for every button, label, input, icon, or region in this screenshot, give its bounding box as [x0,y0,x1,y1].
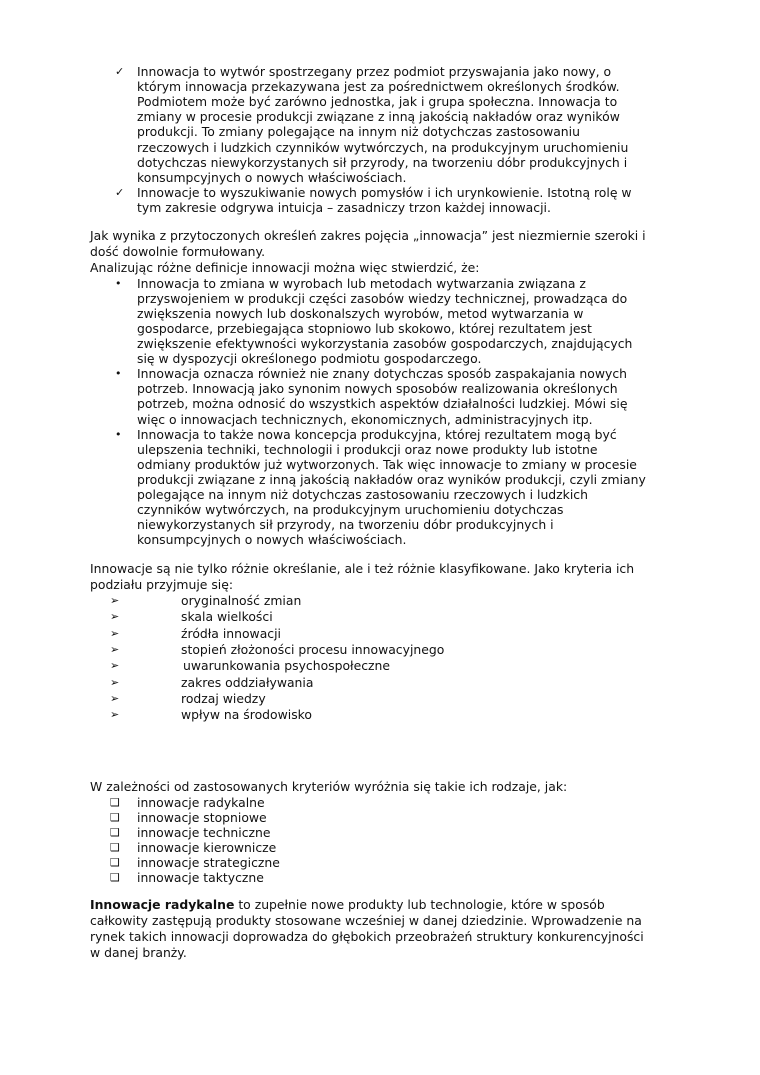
checkmark-icon: ✓ [115,185,125,199]
criteria-item: rodzaj wiedzy [181,690,266,706]
criteria-item: źródła innowacji [181,625,281,641]
paragraph-line: całkowity zastępują produkty stosowane wcześniej w danej dziedzinie. Wprowadzenie na [90,913,642,928]
arrow-bullet-icon: ➢ [110,708,120,722]
term-bold: Innowacje radykalne [90,897,235,912]
list-item-text: gospodarce, przebiegająca stopniowo lub skokowo, której rezultatem jest [137,321,592,337]
checkmark-icon: ✓ [115,65,125,78]
criteria-item: skala wielkości [181,609,273,625]
arrow-bullet-icon: ➢ [110,642,120,656]
list-item-text: potrzeb, można odnosić do wszystkich aspektów działalności ludzkiej. Mówi się [137,396,628,412]
list-item-text: tym zakresie odgrywa intuicja – zasadniczy trzon każdej innowacji. [137,199,551,215]
innovation-type-item: innowacje kierownicze [137,840,277,855]
paragraph-line: dość dowolnie formułowany. [90,244,266,259]
list-item-text: zmiany w procesie produkcji związane z inną jakością nakładów oraz wyników [137,109,620,125]
list-item-text: rzeczowych i ludzkich czynników wytwórczych, na produkcyjnym uruchomieniu [137,139,629,155]
square-bullet-icon: ❑ [110,871,120,884]
criteria-item: zakres oddziaływania [181,674,314,690]
bullet-icon: • [115,367,122,381]
innovation-type-item: innowacje strategiczne [137,855,280,870]
list-item-text: produkcji związane z inną jakością nakładów oraz wyników produkcji, czyli zmiany [137,471,646,487]
criteria-item: uwarunkowania psychospołeczne [183,658,390,674]
square-bullet-icon: ❑ [110,841,120,854]
arrow-bullet-icon: ➢ [110,626,120,640]
paragraph-line: podziału przyjmuje się: [90,577,234,592]
list-item-text: dotychczas niewykorzystanych sił przyrody, na tworzeniu dóbr produkcyjnych i [137,154,628,170]
innovation-type-item: innowacje techniczne [137,825,271,840]
list-item-text: konsumpcyjnych o nowych właściwościach. [137,532,407,548]
list-item-text: się w dyspozycji określonego podmiotu gospodarczego. [137,351,482,367]
list-item-text: odmiany produktów już wytworzonych. Tak więc innowacje to zmiany w procesie [137,456,637,472]
list-item-text: więc o innowacjach technicznych, ekonomicznych, administracyjnych itp. [137,411,593,427]
arrow-bullet-icon: ➢ [110,691,120,705]
list-item-text: przyswojeniem w produkcji części zasobów wiedzy technicznej, prowadząca do [137,291,628,307]
innovation-type-item: innowacje radykalne [137,795,265,810]
criteria-item: oryginalność zmian [181,593,302,608]
square-bullet-icon: ❑ [110,826,120,839]
list-item-text: którym innowacja przekazywana jest za pośrednictwem określonych środków. [137,79,620,95]
list-item-text: czynników wytwórczych, na produkcyjnym uruchomieniu dotychczas [137,501,564,517]
paragraph-line: Jak wynika z przytoczonych określeń zakres pojęcia „innowacja” jest niezmiernie szeroki i [90,228,646,243]
list-item-text: Innowacja to zmiana w wyrobach lub metodach wytwarzania związana z [137,276,586,291]
square-bullet-icon: ❑ [110,811,120,824]
paragraph-line: W zależności od zastosowanych kryteriów wyróżnia się takie ich rodzaje, jak: [90,779,568,794]
paragraph-line: Analizując różne definicje innowacji można więc stwierdzić, że: [90,260,480,275]
innovation-type-item: innowacje stopniowe [137,810,267,825]
bullet-icon: • [115,277,122,290]
arrow-bullet-icon: ➢ [110,675,120,689]
paragraph-line: w danej branży. [90,945,187,960]
arrow-bullet-icon: ➢ [110,610,120,624]
list-item-text: Innowacje to wyszukiwanie nowych pomysłów i ich urynkowienie. Istotną rolę w [137,184,632,200]
paragraph-text: to zupełnie nowe produkty lub technologie, które w sposób [234,897,605,912]
list-item-text: Podmiotem może być zarówno jednostka, jak i grupa społeczna. Innowacja to [137,94,618,110]
list-item-text: polegające na innym niż dotychczas zastosowaniu rzeczowych i ludzkich [137,486,588,502]
list-item-text: niewykorzystanych sił przyrody, na tworzeniu dóbr produkcyjnych i [137,516,554,532]
list-item-text: zwiększenie efektywności wykorzystania zasobów gospodarczych, znajdujących [137,336,633,352]
arrow-bullet-icon: ➢ [110,594,120,607]
list-item-text: Innowacja to także nowa koncepcja produkcyjna, której rezultatem mogą być [137,426,617,442]
list-item-text: produkcji. To zmiany polegające na innym niż dotychczas zastosowaniu [137,124,580,140]
list-item-text: Innowacja oznacza również nie znany dotychczas sposób zaspakajania nowych [137,366,627,382]
criteria-item: wpływ na środowisko [181,707,312,723]
innovation-type-item: innowacje taktyczne [137,870,264,885]
paragraph-line: rynek takich innowacji doprowadza do głębokich przeobrażeń struktury konkurencyjności [90,929,644,944]
square-bullet-icon: ❑ [110,856,120,869]
paragraph-line: Innowacje są nie tylko różnie określanie, ale i też różnie klasyfikowane. Jako kryteria ich [90,561,635,576]
list-item-text: konsumpcyjnych o nowych właściwościach. [137,169,407,185]
criteria-item: stopień złożoności procesu innowacyjnego [181,641,445,657]
square-bullet-icon: ❑ [110,796,120,809]
bullet-icon: • [115,427,122,441]
paragraph-line [90,897,605,912]
list-item-text: Innowacja to wytwór spostrzegany przez podmiot przyswajania jako nowy, o [137,64,612,79]
list-item-text: zwiększenia nowych lub doskonalszych wyrobów, metod wytwarzania w [137,306,584,322]
arrow-bullet-icon: ➢ [110,659,120,673]
list-item-text: potrzeb. Innowacją jako synonim nowych sposobów realizowania określonych [137,381,618,397]
list-item-text: ulepszenia techniki, technologii i produkcji oraz nowe produkty lub istotne [137,441,598,457]
